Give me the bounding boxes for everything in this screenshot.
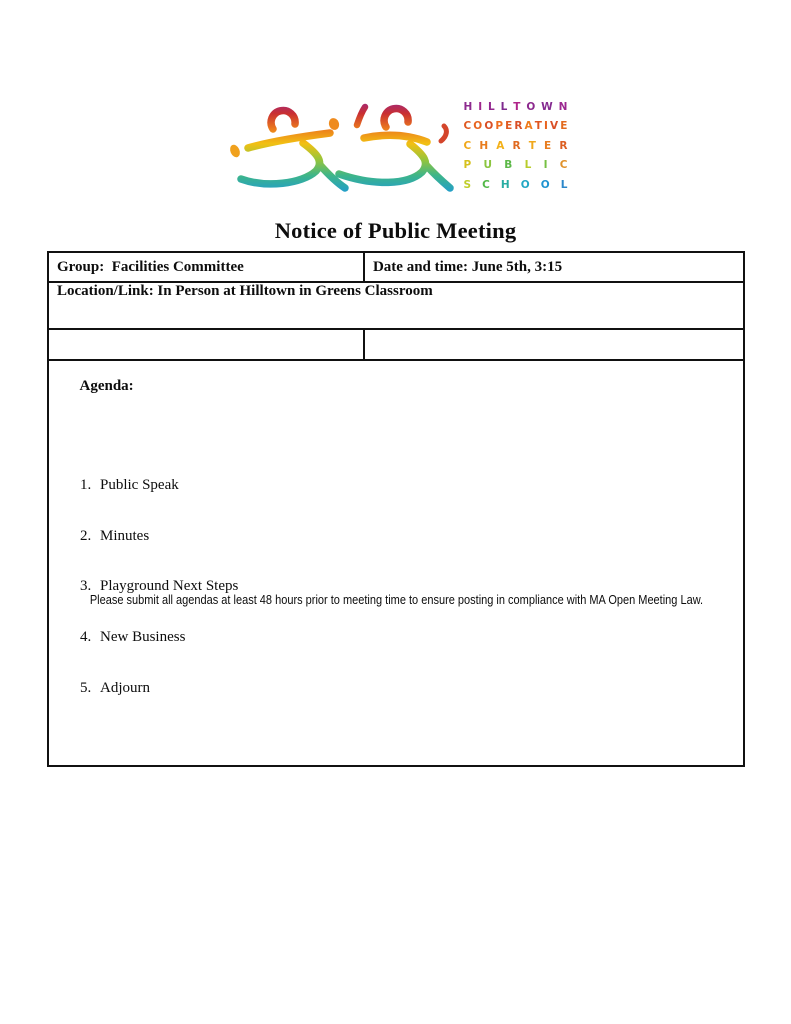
logo-line: C H A R T E R	[463, 139, 568, 152]
agenda-item: Adjourn	[100, 679, 150, 696]
logo-line: H I L L T O W N	[463, 100, 568, 113]
agenda-item: Minutes	[100, 527, 150, 544]
table-row	[48, 360, 744, 766]
agenda-list	[57, 443, 735, 731]
agenda-item: Playground Next Steps	[100, 578, 239, 595]
group-cell: Group: Facilities Committee	[48, 252, 364, 282]
agenda-cell	[48, 360, 744, 766]
logo-line: P U B L I C	[463, 159, 568, 171]
location-cell: Location/Link: In Person at Hilltown in Greens Classroom	[48, 282, 744, 329]
empty-cell-right	[364, 329, 744, 360]
logo-line: S C H O O L	[463, 178, 568, 191]
empty-cell-left	[48, 329, 364, 360]
table-row	[48, 329, 744, 360]
datetime-cell: Date and time: June 5th, 3:15	[364, 252, 744, 282]
meeting-notice-table	[47, 251, 745, 767]
page-title: Notice of Public Meeting	[274, 218, 517, 243]
agenda-heading: Agenda:	[79, 378, 134, 394]
agenda-item: New Business	[100, 629, 186, 646]
school-logo	[224, 92, 568, 197]
logo-wordmark	[464, 99, 568, 191]
table-row	[48, 252, 744, 282]
logo-line: C O O P E R A T I V E	[463, 120, 568, 132]
table-row	[48, 282, 744, 329]
compliance-note: Please submit all agendas at least 48 hours prior to meeting time to ensure posting in compliance with MA Open Meeting Law.	[89, 593, 703, 607]
dancing-figures-icon	[224, 92, 454, 197]
agenda-item: Public Speak	[100, 477, 179, 493]
